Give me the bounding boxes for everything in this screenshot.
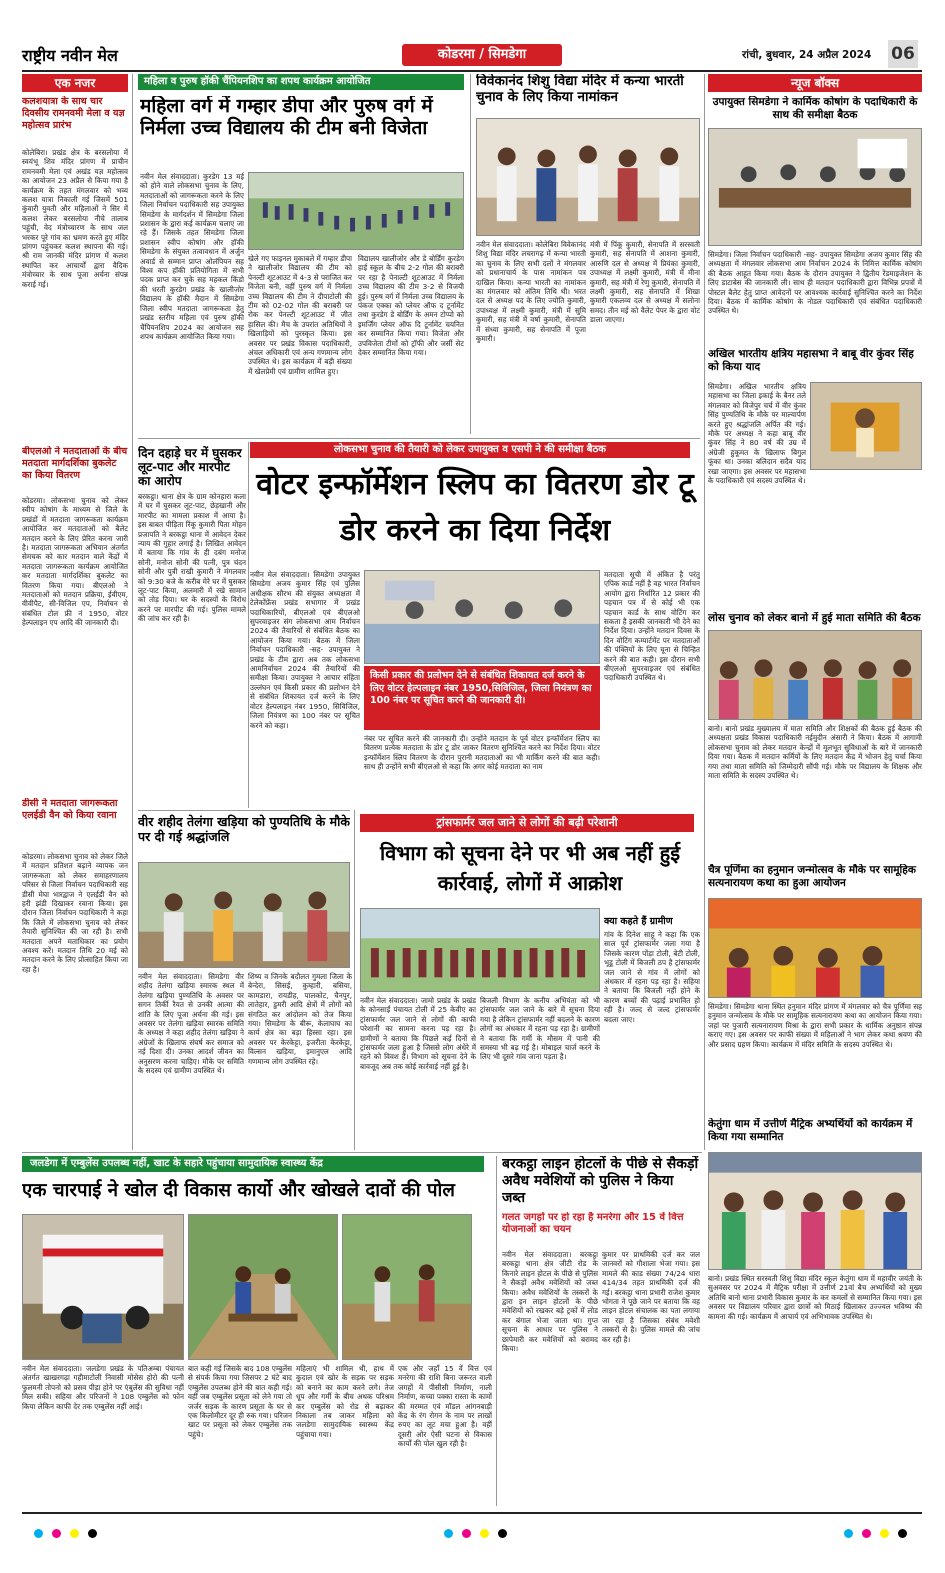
newsbox-story4-headline: चैत्र पूर्णिमा का हनुमान जन्मोत्सव के मौके पर सामूहिक सत्यनारायण कथा का हुआ आयोजन xyxy=(708,864,916,889)
transformer-body1: नवीन मेल संवाददाता। जामो प्रखंड के प्रखंड के कोनसाईं पंचायत टोली में 25 केवीए का ट्रांसफार्मर जल जाने से लोगों की काफी परेशानी का सामना करना पड़ रहा है। ग्रामीणों ने बताया कि पिछले कई दिनों से ट्रांसफार्मर जला हुआ है जिससे लोग अंधेरे में रहने को विवश हैं। विभाग को सूचना देने के बावजूद अब तक कोई कार्रवाई नहीं हुई है। xyxy=(360,996,476,1071)
swatch-cyan xyxy=(34,1529,43,1538)
transformer-quote-body: गांव के दिनेश साहू ने कहा कि एक साल पूर्व ट्रांसफार्मर जला गया है जिसके कारण पोंड़ा टोली, बेटी टोली, भूडू टोली में बिजली ठप है ट्रांसफार्मर जल जाने से गांव में लोगों को अंधकार में रहना पड़ रहा है। सहिया ने बताया कि बिजली नहीं होने के कारण बच्चों की पढ़ाई प्रभावित हो रही है। जल्द से जल्द ट्रांसफार्मर बदला जाए। xyxy=(604,930,700,1024)
ambulance-green-bar: जलडेगा में एम्बुलेंस उपलब्ध नहीं, खाट के सहारे पहुंचाया सामुदायिक स्वास्थ्य केंद्र xyxy=(22,1156,484,1172)
swatch-black xyxy=(88,1529,97,1538)
swatch-cyan-right xyxy=(844,1529,853,1538)
transformer-headline: विभाग को सूचना देने पर भी अब नहीं हुई कार्रवाई, लोगों में आक्रोश xyxy=(379,841,681,895)
newsbox-story1-body: सिमडेगा। जिला निर्वाचन पदाधिकारी -सह- उपायुक्त सिमडेगा अजय कुमार सिंह की अध्यक्षता में मंगलवार लोकसभा आम निर्वाचन 2024 के निमित्त कार्मिक कोषांग की बैठक आहूत किया गया। बैठक के दौरान उपायुक्त ने द्वितीय रेंडमाइजेशन के लिए डाटाबेस की जानकारी ली। साथ ही मतदान पदाधिकारी द्वारा विभिन्न प्रपत्रों में पोस्टल बैलेट हेतु प्राप्त आवेदनों पर आवश्यक कार्रवाई सुनिश्चित करने का निर्देश दिया। बैठक में कार्मिक कोषांग के नोडल पदाधिकारी एवं संबंधित पदाधिकारी उपस्थित थे। xyxy=(708,250,922,316)
vivekanand-body1: नवीन मेल संवाददाता। कोलेबिरा विवेकानंद शिशु विद्या मंदिर लचरागढ़ में कन्या भारती का चुनाव के लिए सभी दलों ने मंगलवार को प्रधानाचार्य के पास नामांकन पत्र दाखिल किया। कन्या भारती का नामांकन का मंगलवार को अंतिम तिथि थी। भरत दल से अध्यक्ष पद के लिए ज्योति कुमारी, उपाध्यक्ष में लक्ष्मी कुमारी, मंत्री में सुमि कुमारी, सह मंत्री में वर्षा कुमारी, सेनापति में संध्या कुमारी, सह सेनापति में पूजा कुमारी। xyxy=(476,240,586,344)
left-story1-headline: कलशयात्रा के साथ चार दिवसीय रामनवमी मेला व यज्ञ महोत्सव प्रारंभ xyxy=(22,96,125,131)
voter-headline: वोटर इन्फॉर्मेशन स्लिप का वितरण डोर टू डोर करने का दिया निर्देश xyxy=(256,467,694,548)
hockey-headline: महिला वर्ग में गम्हार डीपा और पुरुष वर्ग में निर्मला उच्च विद्यालय की टीम बनी विजेता xyxy=(140,96,433,139)
ambulance-headline: एक चारपाई ने खोल दी विकास कार्यो और खोखले दावों की पोल xyxy=(22,1180,455,1201)
robbery-headline: दिन दहाड़े घर में घुसकर लूट-पाट और मारपीट का आरोप xyxy=(138,446,242,488)
newsbox-story5-body: बानो। प्रखंड स्थित सरस्वती शिशु विद्या मंदिर स्कूल केतुंगा धाम में महावीर जयंती के सुअवसर पर 2024 में मैट्रिक परीक्षा में उत्तीर्ण 21वां बैच अभ्यर्थियों को मुख्य अतिथि बानो थाना प्रभारी विकास कुमार के कर कमलों से सम्मानित किया गया। इस अवसर पर विद्यालय परिवार द्वारा छात्रों को मिठाई खिलाकर उज्ज्वल भविष्य की कामना की गई। कार्यक्रम में आचार्य एवं अभिभावक उपस्थित थे। xyxy=(708,1274,922,1321)
hockey-photo xyxy=(248,172,464,250)
ek-nazar-header: एक नजर xyxy=(22,74,128,92)
illegal-body2: कुमार पर प्राथमिकी दर्ज कर जल जानवरों को गौशाला भेजा गया। इस मामले की काड संख्या 74/24 धारा 414/34 तहत प्राथमिकी दर्ज की गई। बरकट्ठा थाना प्रभारी राजेश कुमार भोगता ने पूछे जाने पर बताया कि वह लाइन होटल संचालक का पता लगाया जा रहा है जिसका संबंध मवेशी तस्करों से है। पुलिस मामले की जांच कर रही है। xyxy=(602,1250,700,1344)
vivekanand-headline: विवेकानंद शिशु विद्या मंदिर में कन्या भारती चुनाव के लिए किया नामांकन xyxy=(476,74,684,105)
newsbox-story3-body: बानो। बानो प्रखंड मुख्यालय में माता समिति और शिक्षकों की बैठक हुई बैठक की अध्यक्षता प्रखंड विकास पदाधिकारी नईमुदीन अंसारी ने किया। बैठक में आगामी लोकसभा चुनाव को लेकर मतदान केन्द्रों में मूलभूत सुविधाओं के बारे में जानकारी दिया गया। बैठक में मतदान कर्मियों के लिए मतदान केंद्र में भोजन हेतु चर्चा किया गया तथा माता समिति को जिम्मेदारी सौंपी गई। मौके पर विद्यालय के शिक्षक और माता समिति के सदस्य उपस्थित थे। xyxy=(708,724,922,781)
newsbox-story5-photo xyxy=(708,1152,922,1270)
newsbox-story3-photo xyxy=(708,630,922,720)
transformer-red-bar: ट्रांसफार्मर जल जाने से लोगों की बढ़ी परेशानी xyxy=(360,814,694,832)
swatch-magenta-right xyxy=(862,1529,871,1538)
ambulance-photo3 xyxy=(342,1214,472,1360)
newsbox-story2-body-cont xyxy=(810,474,922,510)
swatch-yellow xyxy=(70,1529,79,1538)
footer-swatches-center xyxy=(442,1523,509,1542)
footer-color-bar xyxy=(22,1520,922,1534)
transformer-photo xyxy=(360,908,600,992)
newsbox-story1-headline: उपायुक्त सिमडेगा ने कार्मिक कोषांग के पदाधिकारी के साथ की समीक्षा बैठक xyxy=(712,96,918,121)
newsbox-story4-photo xyxy=(708,898,922,998)
newsbox-story3-headline: लोस चुनाव को लेकर बानो में हुई माता समिति की बैठक xyxy=(708,612,921,624)
transformer-body2: बिजली विभाग के कनीय अभियंता को भी ट्रांसफार्मर जल जाने के बारे में सूचना दिया गया है लेकिन ट्रांसफार्मर नहीं बदलने के कारण लोगों का अंधकार में रहना पड़ रहा है। ग्रामीणों ने बताया कि गर्मी के मौसम में पानी की समस्या भी बढ़ गई है। मोबाइल चार्ज करने के लिए भी दूसरे गांव जाना पड़ता है। xyxy=(480,996,600,1062)
footer-swatches-left xyxy=(32,1523,99,1542)
left-story1-body: कोलेबिरा। प्रखंड क्षेत्र के बरसलोया में स्वयंभू शिव मंदिर प्रांगण में प्राचीन रामनवमी मेला एवं अखंड यज्ञ महोत्सव का आयोजन 23 अप्रैल से किया गया है कार्यक्रम के तहत मंगलवार को भव्य कलश यात्रा निकाली गई जिसमें 501 कुंवारी युवती और महिलाओं ने सिर में कलश लेकर बरसलोया नीचे तालाब पहुंची, वेद मंत्रोच्चारण के साथ जल भरकर पूरे गांव का भ्रमण करते हुए मंदिर प्रांगण पहुंचकर कलश स्थापना की गई। श्री राम जानकी मंदिर प्रांगण में कलश स्थापित कर आचार्यों द्वारा वैदिक मंत्रोच्चार के साथ पूजा अर्चना संपन्न कराई गई। xyxy=(22,148,128,289)
swatch-yellow-right xyxy=(880,1529,889,1538)
page-number: 06 xyxy=(888,40,918,68)
voter-red-bar: लोकसभा चुनाव की तैयारी को लेकर उपायुक्त व एसपी ने की समीक्षा बैठक xyxy=(250,442,690,458)
left-story3-headline: डीसी ने मतदाता जागरूकता एलईडी वैन को किया रवाना xyxy=(22,798,118,821)
voter-body1: नवीन मेल संवाददाता। सिमडेगा उपायुक्त सिमडेगा अजय कुमार सिंह एवं पुलिस अधीक्षक सौरभ की संयुक्त अध्यक्षता में टेलेकोंफ्रेंस प्रखंड सभागार में प्रखंड पदाधिकारियों, बीएलओ एवं बीएलओ सुपरवाइजर संग लोकसभा आम निर्वाचन 2024 की तैयारियों से संबंधित बैठक का आयोजन किया गया। बैठक में जिला निर्वाचन पदाधिकारी -सह- उपायुक्त ने प्रखंड के टीम द्वारा अब तक लोकसभा आमनिर्वाचन 2024 की तैयारियों की समीक्षा किया। उपायुक्त ने आचार संहिता उल्लंघन एवं किसी प्रकार की प्रलोभन देने से संबंधित शिकायत दर्ज करने के लिए वोटर हेल्पलाइन नंबर 1950, सिविजिल, जिला नियंत्रण का 100 नंबर पर सूचित करने को कहा। xyxy=(250,570,360,730)
newsbox-story2-headline: अखिल भारतीय क्षत्रिय महासभा ने बाबू वीर कुंवर सिंह को किया याद xyxy=(708,348,914,373)
swatch-magenta xyxy=(52,1529,61,1538)
voter-photo xyxy=(364,570,600,664)
voter-callout: किसी प्रकार की प्रलोभन देने से संबंधित शिकायत दर्ज करने के लिए वोटर हेल्पलाइन नंबर 1950,सिविजिल, जिला नियंत्रण का 100 नंबर पर सूचित करने की जानकारी दी। xyxy=(364,666,600,730)
dateline: रांची, बुधवार, 24 अप्रैल 2024 xyxy=(742,49,872,61)
hockey-body1: नवीन मेल संवाददाता। कुरडेग 13 मई को होने वाले लोकसभा चुनाव के लिए, मतदाताओं को जागरूकता करने के लिए जिला निर्वाचन पदाधिकारी सह उपायुक्त सिमडेगा के मार्गदर्शन में सिमडेगा जिला प्रशासन के द्वारा कई कार्यक्रम चलाए जा रहे हैं। जिसके तहत सिमडेगा जिला प्रशासन स्वीप कोषांग और हॉकी सिमडेगा के संयुक्त तत्वावधान में अर्जुन अवार्ड से सम्मान प्राप्त ओलंपियन सह विश्व कप हॉकी प्रतियोगिता में सभी पदक प्राप्त कर चुके सह महकल किंडो की धरती कुरडेग प्रखंड के खालीजोर विद्यालय के हॉकी मैदान में सिमडेगा जिला स्वीप मतदाता जागरूकता हेतु प्रखंड स्तरीय महिला एवं पुरुष हॉकी चैंपियनशिप 2024 का आयोजन सह शपथ कार्यक्रम आयोजित किया गया। xyxy=(140,172,244,341)
left-story2-body: कोडरमा। लोकसभा चुनाव को लेकर स्वीप कोषांग के माध्यम से जिले के प्रखंडों में मतदाता जागरूकता कार्यक्रम आयोजित कर मतदाताओं को बैलेट मतदान करने के लिए प्रेरित करना जारी है। मतदाता जागरूकता अभियान अंतर्गत सेमचक को कार मतदान वाले केंद्रों में मतदाता जागरूकता कार्यक्रम आयोजित कर मतदाता मार्गदर्शिका बुकलेट का वितरण किया गया। बीएलओ ने मतदाताओं को मतदान प्रक्रिया, ईवीएम, वीवीपैट, सी-विजिल एप, निर्वाचन से संबंधित टोल फ्री नं 1950, वोटर हेल्पलाइन एप आदि की जानकारी दी। xyxy=(22,496,128,628)
swatch-magenta-center xyxy=(462,1529,471,1538)
swatch-yellow-center xyxy=(480,1529,489,1538)
voter-body2: नंबर पर सूचित करने की जानकारी दी। उन्होंने मतदान के पूर्व वोटर इन्फॉर्मेशन स्लिप का वितरण प्रत्येक मतदाता के डोर टू डोर जाकर वितरण सुनिश्चित करने का निर्देश दिया। वोटर इन्फॉर्मेशन स्लिप वितरण के दौरान पुरानी मतदाताओं का भी मार्किंग करने की बात कही। साथ ही उन्होंने सभी बीएलओ से कहा कि अगर कोई मतदाता का नाम xyxy=(364,734,600,772)
hockey-body3: विद्यालय खालीजोर और डे बोर्डिंग कुरडेग हाई स्कूल के बीच 2-2 गोल की बराबरी पर रहा है पेनाल्टी शूटआउट में निर्मला उच्च विद्यालय की टीम 3-2 से विजयी हुई। पुरुष वर्ग में निर्मला उच्च विद्यालय के पंकज एक्का को प्लेयर ऑफ द टूर्नामेंट तथा कुरडेग डे बोर्डिंग के अमन टोप्पो को इमर्जिंग प्लेयर ऑफ दि टूर्नामेंट चयनित कर सम्मानित किया गया। विजेता और उपविजेता टीमों को ट्रॉफी और जर्सी सेट देकर सम्मानित किया गया। xyxy=(358,254,464,358)
newsbox-story2-body: सिमडेगा। अखिल भारतीय क्षत्रिय महासभा का जिला इकाई के बैनर तले मंगलवार को विजेपुर चर्च में वीर कुंवर सिंह पुण्यतिथि के मौके पर माल्यार्पण करते हुए श्रद्धांजलि अर्पित की गई। मौके पर अध्यक्ष ने कहा बाबू वीर कुंवर सिंह ने 80 वर्ष की उम्र में अंग्रेजी हुकूमत के खिलाफ बिगुल फूंका था। उनका बलिदान सदैव याद रखा जाएगा। इस अवसर पर महासभा के पदाधिकारी एवं सदस्य उपस्थित थे। xyxy=(708,382,806,486)
illegal-callout-title: गलत जगहों पर हो रहा है मनरेगा और 15 वें वित्त योजनाओं का चयन xyxy=(502,1212,684,1235)
robbery-body: बरकट्ठा। थाना क्षेत्र के ग्राम कोनहारा कला में घर में घुसकर लूट-पाट, छेड़खानी और मारपीट का मामला प्रकाश में आया है। इस बाबत पीड़िता रिंकू कुमारी पिता मोहन प्रजापति ने बरकट्ठा थाना में आवेदन देकर न्याय की गुहार लगाई है। लिखित आवेदन में बताया कि गांव के ही दबंग मनोज सोनी, मनोज सोनी की पत्नी, पुत्र चंदन सोनी और पुत्री राखी कुमारी ने मंगलवार को 9:30 बजे के करीब मेरे घर में घुसकर लूट-पाट किया, अलमारी में रखे सामान को तोड़ दिया। घर के सदस्यों के विरोध करने पर मारपीट की गई। पुलिस मामले की जांच कर रही है। xyxy=(138,492,246,624)
hockey-top-banner: महिला व पुरुष हॉकी चैंपियनशिप का शपथ कार्यक्रम आयोजित xyxy=(138,74,464,90)
masthead xyxy=(22,40,922,72)
ambulance-body3: महिलाएं भी शामिल थी, हाथ में कुदाल एवं खोर के सड़क पर सड़क को बनाने का काम करने लगे। तेज धूप और गर्मी के बीच अथक परिश्रम कर एम्बुलेंस को रोड से बढ़ाकर निकाला तब जाकर महिला को जलडेगा सामुदायिक स्वास्थ्य केंद्र पहुंचाया गया। xyxy=(296,1364,394,1439)
telanga-body1: नवीन मेल संवाददाता। सिमडेगा वीर शहीद तेलंगा खड़िया स्मारक स्थल में तेलंगा खड़िया पुण्यतिथि के अवसर पर सगन तिर्की रैयत से उनकी आत्मा की शांति के लिए पूजा अर्चना की गई। इस अवसर पर तेलंगा खड़िया स्मारक समिति के अध्यक्ष ने कहा शहीद तेलंगा खड़िया ने अंग्रेजों के खिलाफ संघर्ष कर समाज को नई दिशा दी। उनका आदर्श जीवन का अनुसरण करना चाहिए। मौके पर समिति के सदस्य एवं ग्रामीण उपस्थित थे। xyxy=(138,972,244,1076)
newsbox-story5-headline: केतुंगा धाम में उत्तीर्ण मैट्रिक अभ्यर्थियों को कार्यक्रम में किया गया सम्मानित xyxy=(708,1118,913,1143)
ambulance-body4: एक और जहाँ 15 वें वित्त एवं मनरेगा की राशि बिना जरूरत वाली जगहों में पीसीसी निर्माण, नाली निर्माण, कच्चा पक्का रास्ता के कामों की मरम्मत एवं मॉडल आंगनबाड़ी केंद्र के रंग रोगन के नाम पर लाखों रुपए का लूट मचा हुआ है। वहीं दूसरी ओर ऐसी घटना से विकास कार्यों की पोल खुल रही है। xyxy=(398,1364,492,1449)
vivekanand-photo xyxy=(476,118,700,236)
news-box-header: न्यूज बॉक्स xyxy=(708,74,922,92)
paper-name: राष्ट्रीय नवीन मेल xyxy=(22,46,118,65)
left-story2-headline: बीएलओ ने मतदाताओं के बीच मतदाता मार्गदर्शिका बुकलेट का किया वितरण xyxy=(22,446,128,481)
swatch-black-center xyxy=(498,1529,507,1538)
telanga-body2: शिष्य व जिनके बदौलत गुमला जिला के बेन्देरा, सिसई, कुम्हारी, बसिया, कामडारा, रायडीह, पालकोट, चैनपुर, लातेहार, डुमरी आदि क्षेत्रों में लोगों को संगठित कर आंदोलन को तेज किया गया। सिमडेगा के बीरू, केलाघाघ का कार्य क्षेत्र का बड़ा हिस्सा रहा। इस अवसर पर केरकेट्टा, इजरीता केरकेट्टा, विल्सन खड़िया, इमानुएल आदि गणमान्य लोग उपस्थित रहे। xyxy=(248,972,352,1066)
voter-body3: मतदाता सूची में अंकित है परंतु एपिक कार्ड नहीं है वह भारत निर्वाचन आयोग द्वारा निर्धारित 12 प्रकार की पहचान पत्र में से कोई भी एक पहचान कार्ड के साथ वोटिंग कर सकता है इसकी जानकारी भी देने का निर्देश दिया। उन्होंने मतदान दिवस के दिन वोटिंग कम्पार्टमेंट पर मतदाताओं की पंक्तियों के लिए चूना से चिन्हित करने की बात कही। इस दौरान सभी बीएलओ सुपरवाइजर एवं संबंधित पदाधिकारी उपस्थित थे। xyxy=(604,570,700,683)
telanga-photo xyxy=(138,862,350,968)
left-story3-body: कोडरमा। लोकसभा चुनाव को लेकर जिले में मतदान प्रतिशत बढ़ाने व्यापक जन जागरूकता को लेकर समाहरणालय परिसर से जिला निर्वाचन पदाधिकारी सह डीसी मेघा भारद्वाज ने एलईडी वैन को हरी झंडी दिखाकर रवाना किया। इस दौरान जिला निर्वाचन पदाधिकारी ने कहा कि जिले में लोकसभा चुनाव को लेकर तैयारी सुनिश्चित की जा रही है। सभी मतदाता अपने मताधिकार का प्रयोग अवश्य करें। मतदान तिथि 20 मई को मतदान करने के लिए प्रोत्साहित किया जा रहा है। xyxy=(22,852,128,974)
illegal-body1: नवीन मेल संवाददाता। बरकट्ठा बरकट्ठा थाना क्षेत्र जीटी रोड के किनारे लाइन होटल के पीछे से पुलिस ने सैकड़ों अवैध मवेशियों को जब्त किया। अवैध मवेशियों के तस्करों के द्वारा इन लाइन होटलों के पीछे मवेशियों को रखकर बड़े ट्रकों में लोड कर बंगाल भेजा जाता था। गुप्त सूचना के आधार पर पुलिस ने छापेमारी कर मवेशियों को बरामद किया। xyxy=(502,1250,598,1354)
illegal-headline: बरकट्ठा लाइन होटलों के पीछे से सैकड़ों अवैध मवेशियों को पुलिस ने किया जब्त xyxy=(502,1156,699,1206)
swatch-cyan-center xyxy=(444,1529,453,1538)
ambulance-photo1 xyxy=(22,1214,184,1360)
ambulance-body1: नवीन मेल संवाददाता। जलडेगा प्रखंड के पतिअम्बा पंचायत अंतर्गत खाखरगढ़ा गहीमाटोली निवासी मोसेस होरो की पत्नी फुलमनी तोपनो को प्रसव पीड़ा होने पर एंबुलेंस की सुविधा नहीं मिल सकी। सहिया और परिजनों ने 108 एम्बुलेंस को फोन किया लेकिन काफी देर तक एम्बुलेंस नहीं आई। xyxy=(22,1364,184,1411)
footer-swatches-right xyxy=(842,1523,909,1542)
vivekanand-body2: मंत्री में पिंकू कुमारी, सेनापति में सरस्वती कुमारी, सह सेनापति में आशना कुमारी, आरुणि दल से अध्यक्ष में प्रियंका कुमारी, उपाध्यक्ष में लक्ष्मी कुमारी, मंत्री में मीना कुमारी, सह मंत्री में रेणु कुमारी, सेनापति में लक्ष्मी कुमारी, सह सेनापति में शिखा कुमारी एकलव्य दल से अध्यक्ष में सलोना समद। तीन मई को वैलेट पेपर के द्वारा वोट डाला जाएगा। xyxy=(590,240,700,325)
newsbox-story2-photo xyxy=(810,382,922,470)
ambulance-photo2 xyxy=(188,1214,338,1360)
newsbox-story4-body: सिमडेगा। सिमडेगा थाना स्थित हनुमान मंदिर प्रांगण में मंगलवार को चैत्र पूर्णिमा सह हनुमान जन्मोत्सव के मौके पर सामूहिक सत्यनारायण कथा का आयोजन किया गया। जहां पर पुजारी सत्यनारायण मिश्रा के द्वारा सभी प्रकार के धार्मिक अनुष्ठान संपन्न कराए गए। इस अवसर पर काफी संख्या में महिलाओं ने भाग लेकर कथा श्रवण की और प्रसाद ग्रहण किया। कार्यक्रम में मंदिर समिति के सदस्य उपस्थित थे। xyxy=(708,1002,922,1049)
section-label: कोडरमा / सिमडेगा xyxy=(402,44,562,66)
telanga-headline: वीर शहीद तेलंगा खड़िया को पुण्यतिथि के मौके पर दी गई श्रद्धांजलि xyxy=(138,814,350,844)
transformer-quote-title: क्या कहते हैं ग्रामीण xyxy=(604,916,673,927)
hockey-body2: खेले गए फाइनल मुकाबले में गम्हार डीपा ने खालीजोर विद्यालय की टीम को पेनल्टी शूटआउट में 4-3 से पराजित कर विजेता बनी, वहीं पुरुष वर्ग में निर्मला उच्च विद्यालय की टीम ने दीपाटोली की टीम को 02-02 गोल की बराबरी पर रोक कर पेनल्टी शूटआउट में जीत हासिल की। मैच के उपरांत अतिथियों ने खिलाड़ियों को पुरस्कृत किया। इस अवसर पर प्रखंड विकास पदाधिकारी, अंचल अधिकारी एवं अन्य गणमान्य लोग उपस्थित थे। इस कार्यक्रम में बड़ी संख्या में खेलप्रेमी एवं ग्रामीण शामिल हुए। xyxy=(248,254,352,376)
ambulance-body2: बात कही गई जिसके बाद 108 एम्बुलेंस से संपर्क किया गया जिसपर 2 घंटे बाद एम्बुलेंस उपलब्ध होने की बात कही गई। वहीं जब एम्बुलेंस प्रसूता को लेने गया तो जर्जर सड़क के कारण प्रसूता के घर से एक किलोमीटर दूर ही रुक गया। परिजन खाट पर प्रसूता को लेकर एम्बुलेंस तक पहुंचे। xyxy=(188,1364,292,1439)
newsbox-story1-photo xyxy=(708,128,922,246)
swatch-black-right xyxy=(898,1529,907,1538)
